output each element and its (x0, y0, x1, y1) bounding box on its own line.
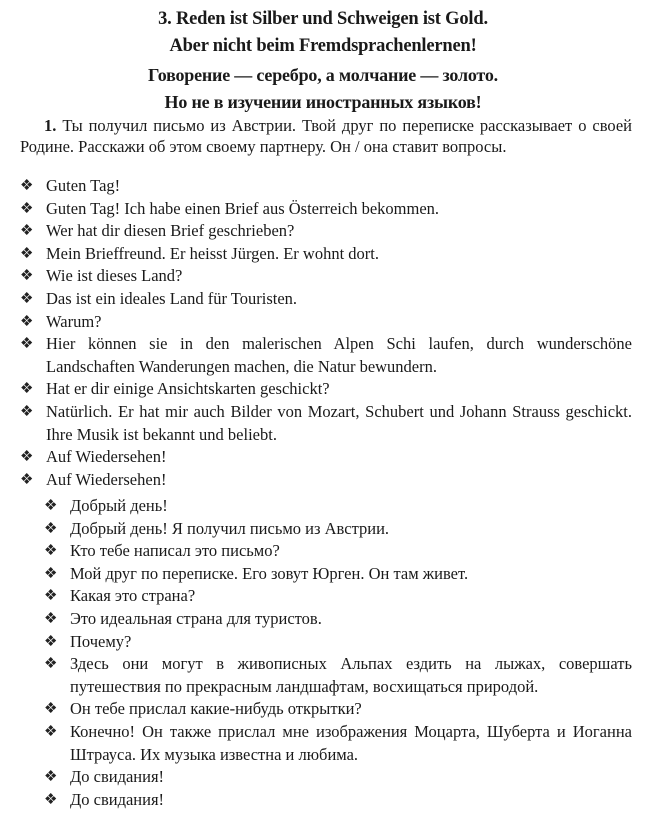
dialogue-line (0, 446, 632, 469)
four-diamond-bullet-icon: ❖ (44, 543, 58, 560)
dialogue-line (0, 495, 632, 518)
four-diamond-bullet-icon: ❖ (20, 381, 34, 398)
dialogue-text: Он тебе прислал какие-нибудь открытки? (70, 699, 362, 719)
dialogue-line (0, 631, 632, 654)
dialogue-line (0, 311, 632, 334)
four-diamond-bullet-icon: ❖ (44, 769, 58, 786)
dialogue-text: Конечно! Он также прислал мне изображения Моцарта, Шуберта и Иоганна Штрауса. Их музыка известна и любима. (70, 721, 632, 764)
four-diamond-bullet-icon: ❖ (20, 290, 34, 307)
dialogue-line (0, 220, 632, 243)
four-diamond-bullet-icon: ❖ (44, 791, 58, 808)
dialogue-line (0, 789, 632, 812)
four-diamond-bullet-icon: ❖ (20, 403, 34, 420)
task-instruction (20, 115, 632, 157)
dialogue-text: Warum? (46, 311, 102, 331)
four-diamond-bullet-icon: ❖ (20, 245, 34, 262)
four-diamond-bullet-icon: ❖ (44, 633, 58, 650)
four-diamond-bullet-icon: ❖ (44, 565, 58, 582)
dialogue-text: Hier können sie in den malerischen Alpen Schi laufen, durch wunderschöne Landschaften Wanderungen machen, die Natur bewundern. (46, 334, 632, 376)
dialogue-text: Hat er dir einige Ansichtskarten geschickt? (46, 379, 330, 399)
dialogue-text: Guten Tag! Ich habe einen Brief aus Österreich bekommen. (46, 198, 440, 218)
dialogue-text: Почему? (70, 631, 132, 651)
four-diamond-bullet-icon: ❖ (20, 223, 34, 240)
heading-ru-line1: Говорение — серебро, а молчание — золото. (148, 65, 498, 85)
dialogue-text: Добрый день! Я получил письмо из Австрии. (70, 518, 390, 538)
four-diamond-bullet-icon: ❖ (20, 313, 34, 330)
dialogue-text: Wie ist dieses Land? (46, 266, 183, 286)
dialogue-text: Das ist ein ideales Land für Touristen. (46, 288, 298, 308)
dialogue-text: Mein Brieffreund. Er heisst Jürgen. Er wohnt dort. (46, 243, 379, 263)
dialogue-text: Auf Wiedersehen! (46, 447, 167, 467)
four-diamond-bullet-icon: ❖ (44, 656, 58, 673)
dialogue-text: Кто тебе написал это письмо? (70, 541, 280, 561)
dialogue-line (0, 540, 632, 563)
four-diamond-bullet-icon: ❖ (44, 520, 58, 537)
dialogue-line (0, 243, 632, 266)
dialogue-line (0, 288, 632, 311)
dialogue-text: Это идеальная страна для туристов. (70, 608, 322, 628)
dialogue-line (0, 563, 632, 586)
task-number: 1. (44, 116, 57, 135)
russian-dialogue (0, 495, 646, 811)
four-diamond-bullet-icon: ❖ (20, 268, 34, 285)
dialogue-text: Мой друг по переписке. Его зовут Юрген. Он там живет. (70, 563, 469, 583)
dialogue-line (0, 653, 632, 698)
dialogue-line (0, 721, 632, 766)
dialogue-line (0, 698, 632, 721)
dialogue-line (0, 608, 632, 631)
dialogue-line (0, 766, 632, 789)
dialogue-text: Natürlich. Er hat mir auch Bilder von Mozart, Schubert und Johann Strauss geschickt. Ihre Musik ist bekannt und beliebt. (46, 401, 632, 444)
dialogue-text: Какая это страна? (70, 586, 196, 606)
heading-de-line1: 3. Reden ist Silber und Schweigen ist Gold. (158, 9, 488, 29)
dialogue-line (0, 469, 632, 492)
dialogue-text: Добрый день! (70, 496, 168, 515)
four-diamond-bullet-icon: ❖ (20, 449, 34, 466)
dialogue-line (0, 265, 632, 288)
task-text: Ты получил письмо из Австрии. Твой друг по переписке рассказывает о своей Родине. Расскажи об этом своему партнеру. Он / она ставит вопросы. (20, 116, 632, 156)
dialogue-text: Wer hat dir diesen Brief geschrieben? (46, 221, 295, 241)
dialogue-line (0, 198, 632, 221)
dialogue-text: Guten Tag! (46, 176, 121, 195)
dialogue-text: До свидания! (70, 767, 165, 787)
four-diamond-bullet-icon: ❖ (20, 471, 34, 488)
four-diamond-bullet-icon: ❖ (44, 723, 58, 740)
dialogue-line (0, 378, 632, 401)
dialogue-line (0, 585, 632, 608)
dialogue-text: Auf Wiedersehen! (46, 469, 167, 489)
german-dialogue (0, 175, 646, 491)
heading-ru-line2: Но не в изучении иностранных языков! (164, 92, 482, 112)
four-diamond-bullet-icon: ❖ (20, 200, 34, 217)
dialogue-text: Здесь они могут в живописных Альпах ездить на лыжах, совершать путешествия по прекрасным ландшафтам, восхищаться природой. (70, 654, 632, 696)
dialogue-line (0, 175, 632, 198)
four-diamond-bullet-icon: ❖ (44, 588, 58, 605)
heading (0, 6, 646, 116)
four-diamond-bullet-icon: ❖ (44, 701, 58, 718)
four-diamond-bullet-icon: ❖ (20, 336, 34, 353)
four-diamond-bullet-icon: ❖ (20, 178, 34, 194)
heading-de-line2: Aber nicht beim Fremdsprachenlernen! (169, 36, 477, 56)
four-diamond-bullet-icon: ❖ (44, 610, 58, 627)
four-diamond-bullet-icon: ❖ (44, 498, 58, 514)
dialogue-line (0, 333, 632, 378)
dialogue-text: До свидания! (70, 789, 165, 809)
dialogue-line (0, 401, 632, 446)
dialogue-line (0, 518, 632, 541)
